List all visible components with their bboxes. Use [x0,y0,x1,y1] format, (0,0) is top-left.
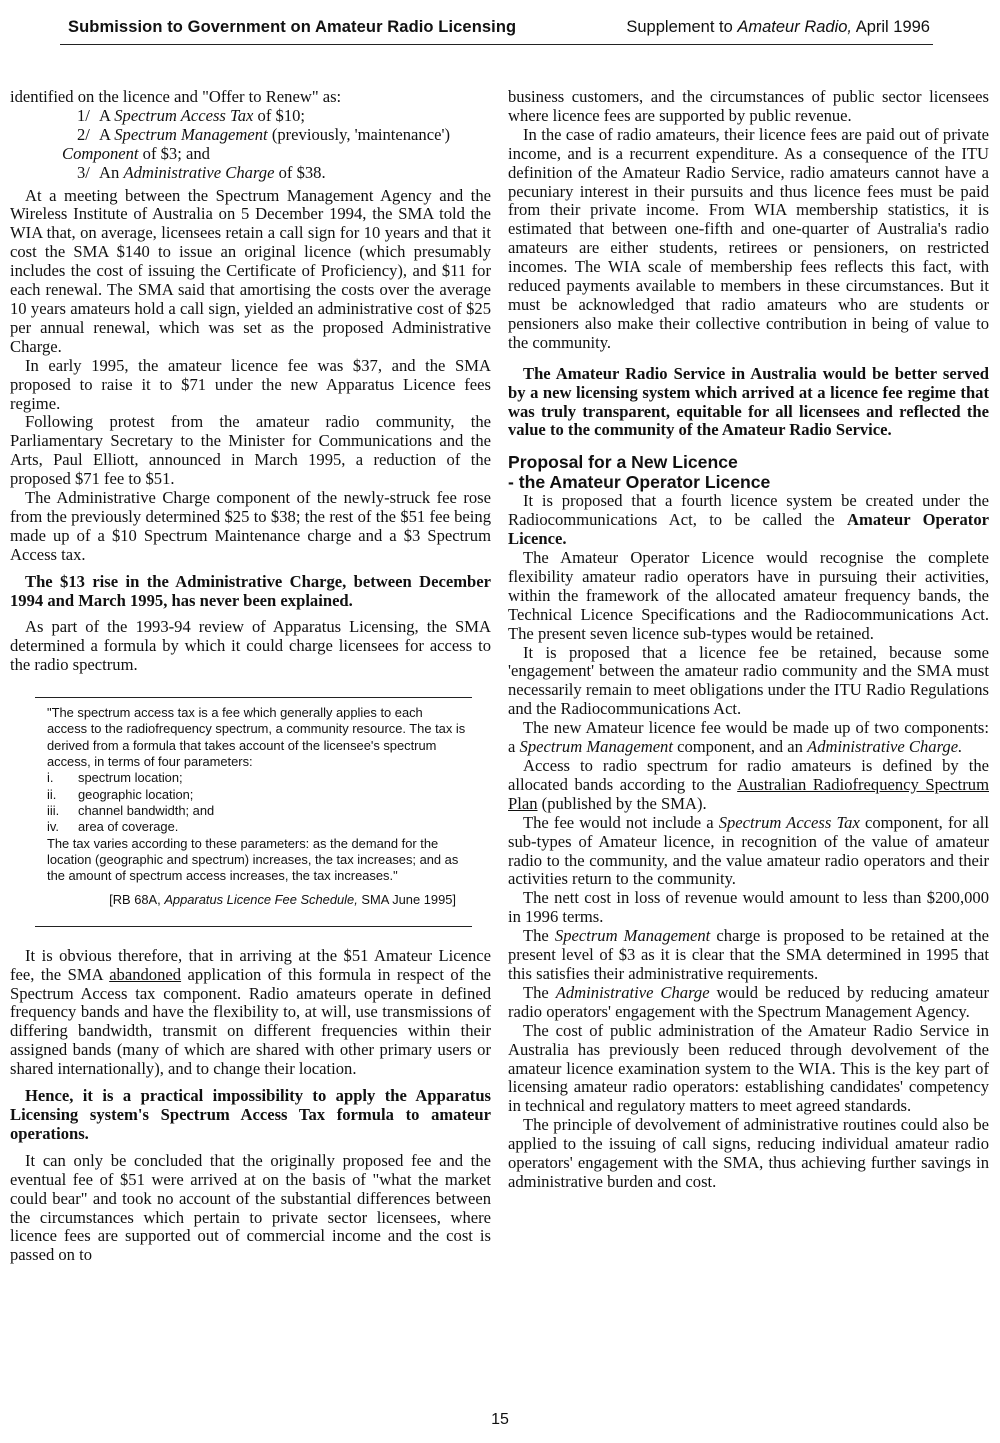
quote-outro: The tax varies according to these parameters: as the demand for the location (geographic and spectrum) increases, the tax increases; and as the amount of spectrum access increases, the tax increases." [47,835,459,884]
paragraph: It is proposed that a fourth licence system be created under the Radiocommunications Act, to be called the Amateur Operator Licence. [508,491,989,549]
quote-citation: [RB 68A, Apparatus Licence Fee Schedule, SMA June 1995] [109,892,456,908]
paragraph: The Spectrum Management charge is proposed to be retained at the present level of $3 as it is clear that the SMA determined in 1995 that this satisfies their administrative requirements. [508,926,989,983]
paragraph: Access to radio spectrum for radio amateurs is defined by the allocated bands according to the Australian Radiofrequency Spectrum Plan (published by the SMA). [508,756,989,813]
paragraph: It is obvious therefore, that in arriving at the $51 Amateur Licence fee, the SMA abandoned application of this formula in respect of the Spectrum Access tax component. Radio amateurs operate in defined frequency bands and have the flexibility to, at will, use transmissions of differing bandwidth, transmit on different frequencies within their assigned bands (many of which are shared with other primary users or shared internationally), and to change their location. [10,945,491,1079]
paragraph: The new Amateur licence fee would be made up of two components: a Spectrum Management component, and an Administrative Charge. [508,718,989,757]
intro-line: identified on the licence and "Offer to Renew" as: [10,87,342,106]
left-column [10,88,491,1265]
emphasis-paragraph: The $13 rise in the Administrative Charge, between December 1994 and March 1995, has never been explained. [10,571,491,610]
paragraph: Following protest from the amateur radio community, the Parliamentary Secretary to the Minister for Communications and the Arts, Paul Elliott, announced in March 1995, a reduction of the proposed $71 fee to $51. [10,412,491,489]
paragraph: The principle of devolvement of administrative routines could also be applied to the issuing of call signs, reducing individual amateur radio operators' engagement with the SMA, thus achieving further savings in administrative burden and cost. [508,1115,989,1191]
section-heading: Proposal for a New Licence - the Amateur Operator Licence [508,452,771,493]
underlined-title: Australian Radiofrequency Spectrum Plan [508,774,989,813]
paragraph: The Administrative Charge would be reduced by reducing amateur radio operators' engagement with the Spectrum Management Agency. [508,982,989,1021]
paragraph: It is proposed that a licence fee be retained, because some 'engagement' between the amateur radio community and the SMA must necessarily remain to meet obligations under the ITU Radio Regulations and the Radiocommunications Act. [508,642,989,719]
list-item-1: 1/ A Spectrum Access Tax of $10; [77,105,306,125]
paragraph: The Administrative Charge component of the newly-struck fee rose from the previously determined $25 to $38; the rest of the $51 fee being made up of a $10 Spectrum Maintenance charge and a $3 Spectrum Access tax. [10,488,491,564]
header-prefix: Supplement to [626,18,738,36]
paragraph: It can only be concluded that the originally proposed fee and the eventual fee of $51 were arrived at on the basis of "what the market could bear" and took no account of the substantial differences between the circumstances which pertain to private sector licensees, where licence fees are supported out of commercial income and the cost is passed on to [10,1150,491,1265]
header-magazine: Amateur Radio, [737,18,853,36]
emphasis-paragraph: The Amateur Radio Service in Australia would be better served by a new licensing system which arrived at a licence fee regime that was truly transparent, equitable for all licensees and reflected the value to the community of the Amateur Radio Service. [508,363,989,440]
paragraph: At a meeting between the Spectrum Management Agency and the Wireless Institute of Australia on 5 December 1994, the SMA told the WIA that, on average, licensees retain a call sign for 10 years and that it cost the SMA $140 to issue an original licence (which presumably includes the cost of issuing the Certificate of Proficiency), and $11 for each renewal. The SMA said that amortising the costs over the average 10 years amateurs hold a call sign, yielded an administrative cost of $25 per annual renewal, which was set as the proposed Administrative Charge. [10,185,491,356]
quote-param: ii. geographic location; [47,786,194,802]
paragraph: As part of the 1993-94 review of Apparatus Licensing, the SMA determined a formula by which it could charge licensees for access to the radio spectrum. [10,617,491,675]
paragraph: In early 1995, the amateur licence fee was $37, and the SMA proposed to raise it to $71 under the new Apparatus Licence fees regime. [10,355,491,413]
underlined-word: abandoned [109,964,182,984]
paragraph: In the case of radio amateurs, their licence fees are paid out of private income, and is a recurrent expenditure. As a consequence of the ITU definition of the Amateur Radio Service, radio amateurs cannot have a pecuniary interest in their pursuits and thus licence fees must be paid from their private income. From WIA membership statistics, it is estimated that between one-fifth and one-quarter of Australia's radio amateurs are either students, retirees or pensioners, on restricted incomes. The WIA scale of membership fees reflects this fact, with reduced payments available to members in these circumstances. But it must be acknowledged that radio amateurs who are students or pensioners also make their collective contribution in being of value to the community. [508,124,989,352]
quote-intro: "The spectrum access tax is a fee which generally applies to each access to the radiofrequency spectrum, a community resource. The tax is derived from a formula that takes account of the licensee's spectrum access, in terms of four parameters: [47,705,466,770]
list-item-2: 2/ A Spectrum Management (previously, 'maintenance') Component of $3; and [62,124,450,163]
list-item-3: 3/ An Administrative Charge of $38. [77,162,326,182]
paragraph: The fee would not include a Spectrum Access Tax component, for all sub-types of Amateur licence, in recognition of the value of amateur radio to the community, and the value amateur radio operators and their activities return to the community. [508,812,990,889]
running-header-publication [626,18,930,37]
quote-param: i. spectrum location; [47,770,183,786]
running-header-title: Submission to Government on Amateur Radio Licensing [68,18,517,36]
quote-param: iv. area of coverage. [47,819,179,835]
paragraph: The nett cost in loss of revenue would amount to less than $200,000 in 1996 terms. [508,888,989,927]
header-rule [60,44,933,45]
page-number: 15 [491,1411,509,1428]
quote-param: iii. channel bandwidth; and [47,802,215,818]
header-date: April 1996 [852,18,930,36]
quote-top-rule [35,697,472,698]
paragraph: The Amateur Operator Licence would recognise the complete flexibility amateur radio operators have in pursuing their activities, within the framework of the allocated amateur frequency bands, the Technical Licence Specifications and the Radiocommunications Act. The present seven licence sub-types would be retained. [508,548,989,643]
paragraph: The cost of public administration of the Amateur Radio Service in Australia has previously been reduced through devolvement of the amateur licence examination system to the WIA. This is the key part of licensing amateur radio operators: establishing candidates' competency in technical and regulatory matters to meet agreed standards. [508,1020,989,1116]
paragraph: business customers, and the circumstances of public sector licensees where licence fees are supported by public revenue. [508,87,989,125]
spectrum-tax-quote-box [35,697,472,927]
emphasis-paragraph: Hence, it is a practical impossibility to apply the Apparatus Licensing system's Spectrum Access Tax formula to amateur operations. [10,1086,491,1143]
right-column [508,88,989,1192]
